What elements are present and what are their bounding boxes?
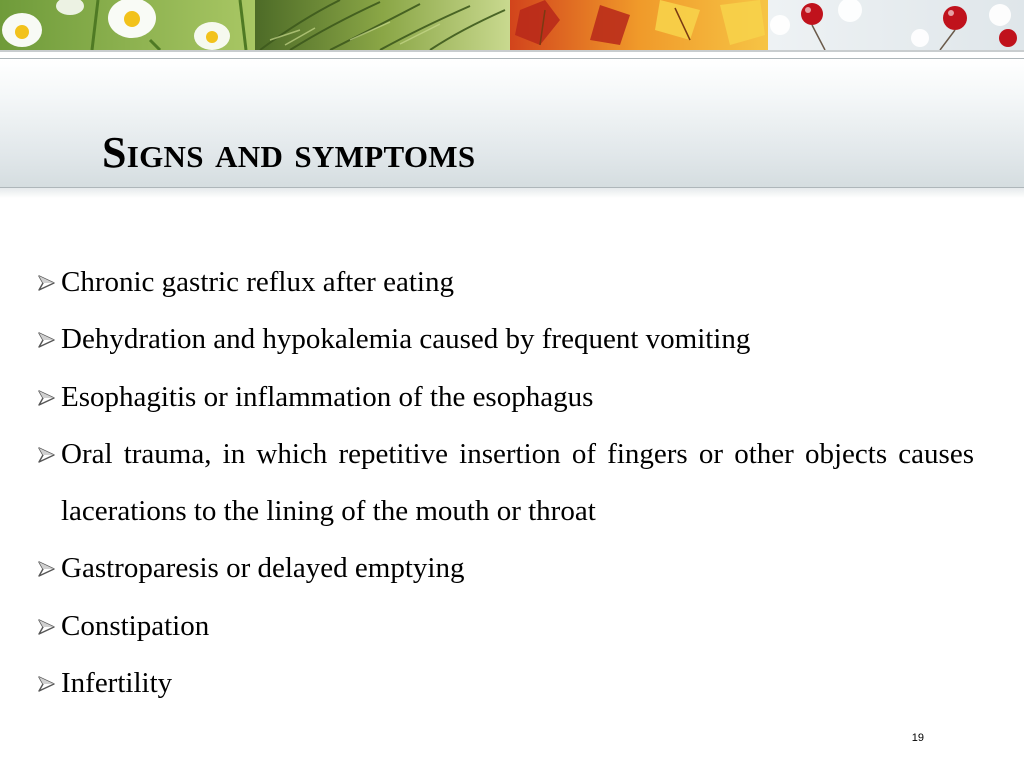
arrow-bullet-icon	[36, 674, 58, 694]
bullet-text: Gastroparesis or delayed emptying	[61, 552, 465, 585]
bullet-list	[36, 254, 974, 712]
bullet-item	[36, 254, 974, 311]
arrow-bullet-icon	[36, 445, 58, 465]
title-band-shadow	[0, 188, 1024, 198]
arrow-bullet-icon	[36, 388, 58, 408]
bullet-item	[36, 369, 974, 426]
bullet-text: Chronic gastric reflux after eating	[61, 266, 454, 298]
bullet-text: Esophagitis or inflammation of the esophagus	[61, 380, 594, 413]
arrow-bullet-icon	[36, 273, 58, 293]
palm-leaves-segment	[255, 0, 510, 50]
banner-divider	[0, 50, 1024, 52]
header-banner-image	[0, 0, 1024, 50]
slide-title: Signs and symptoms	[102, 128, 476, 177]
page-number: 19	[911, 732, 924, 744]
bullet-item	[36, 540, 974, 597]
bullet-item	[36, 598, 974, 655]
bullet-item	[36, 655, 974, 712]
daisies-segment	[0, 0, 255, 50]
bullet-text: Infertility	[61, 667, 173, 700]
bullet-text: Constipation	[61, 609, 210, 642]
bullet-item	[36, 426, 974, 541]
arrow-bullet-icon	[36, 330, 58, 350]
bullet-text: Oral trauma, in which repetitive insertion of fingers or other objects causes lacerations to the lining of the mouth or throat	[61, 437, 974, 528]
arrow-bullet-icon	[36, 559, 58, 579]
autumn-leaves-segment	[510, 0, 768, 50]
arrow-bullet-icon	[36, 617, 58, 637]
bullet-text: Dehydration and hypokalemia caused by frequent vomiting	[61, 323, 751, 356]
bullet-item	[36, 311, 974, 368]
winter-berries-segment	[768, 0, 1024, 50]
